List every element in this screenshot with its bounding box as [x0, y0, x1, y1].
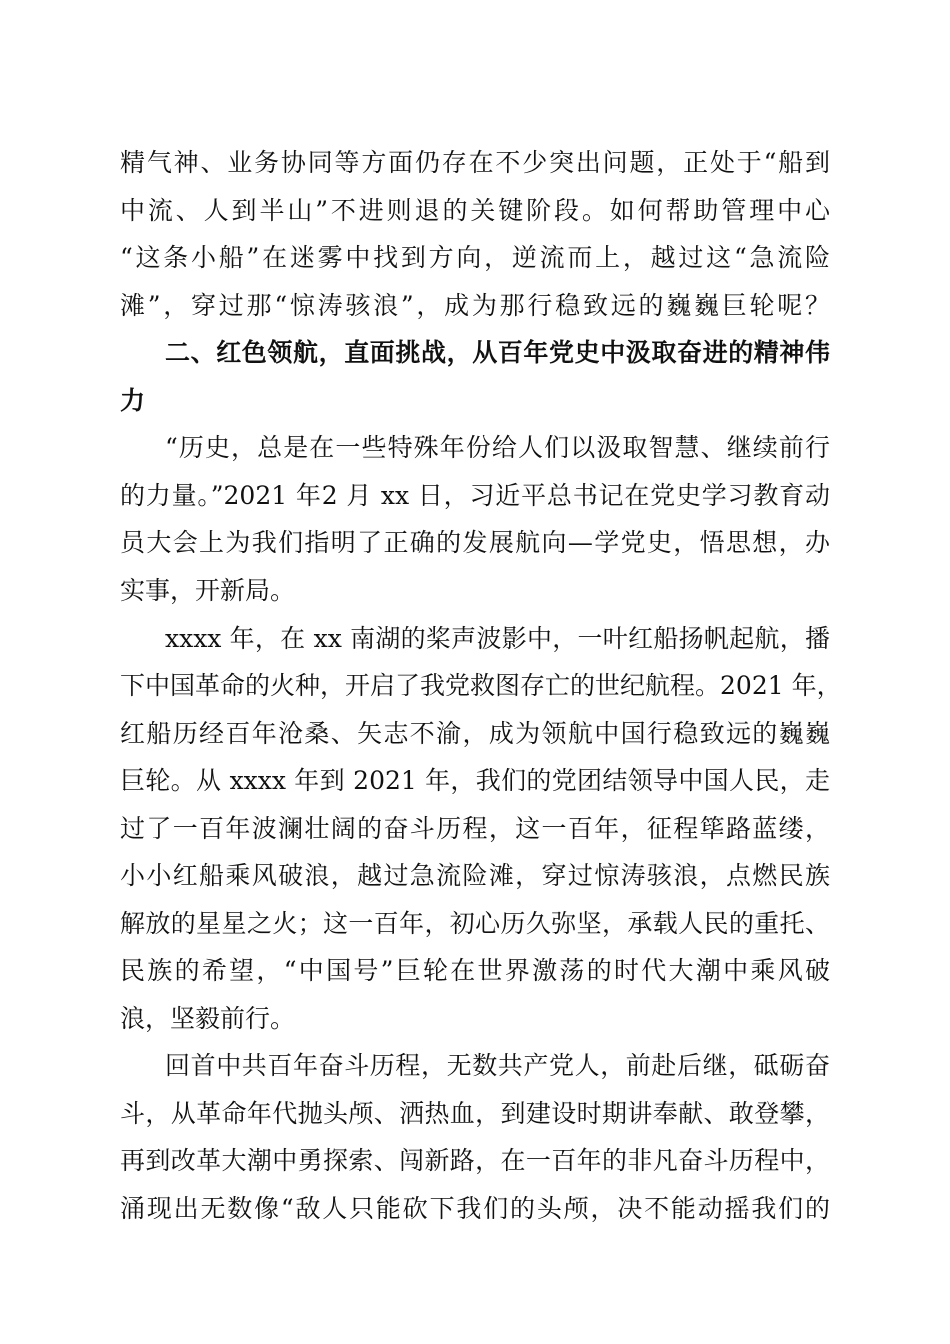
paragraph-line: 涌现出无数像“敌人只能砍下我们的头颅，决不能动摇我们的 — [120, 1194, 830, 1223]
paragraph-line: 小小红船乘风破浪，越过急流险滩，穿过惊涛骇浪，点燃民族 — [120, 861, 830, 890]
paragraph-line: 滩”，穿过那“惊涛骇浪”，成为那行稳致远的巍巍巨轮呢？ — [120, 291, 830, 320]
paragraph-line: 民族的希望，“中国号”巨轮在世界激荡的时代大潮中乘风破 — [120, 956, 830, 985]
paragraph-line: “历史，总是在一些特殊年份给人们以汲取智慧、继续前行 — [165, 433, 830, 462]
paragraph-line: 回首中共百年奋斗历程，无数共产党人，前赴后继，砥砺奋 — [165, 1051, 830, 1080]
paragraph-line: 解放的星星之火；这一百年，初心历久弥坚，承载人民的重托、 — [120, 909, 830, 938]
paragraph-line: 精气神、业务协同等方面仍存在不少突出问题，正处于“船到 — [120, 148, 830, 177]
paragraph-line: 的力量。”2021 年2 月 xx 日，习近平总书记在党史学习教育动 — [120, 481, 830, 510]
paragraph-line: 过了一百年波澜壮阔的奋斗历程，这一百年，征程筚路蓝缕， — [120, 814, 830, 843]
paragraph-line: 员大会上为我们指明了正确的发展航向—学党史，悟思想，办 — [120, 528, 830, 557]
paragraph-line: 再到改革大潮中勇探索、闯新路，在一百年的非凡奋斗历程中， — [120, 1146, 830, 1175]
paragraph-line: 实事，开新局。 — [120, 576, 296, 605]
paragraph-line: 中流、人到半山”不进则退的关键阶段。如何帮助管理中心 — [120, 196, 830, 225]
section-heading: 二、红色领航，直面挑战，从百年党史中汲取奋进的精神伟 — [165, 338, 830, 367]
paragraph-line: 浪，坚毅前行。 — [120, 1004, 296, 1033]
paragraph-line: “这条小船”在迷雾中找到方向，逆流而上，越过这“急流险 — [120, 243, 830, 272]
paragraph-line: 巨轮。从 xxxx 年到 2021 年，我们的党团结领导中国人民，走 — [120, 766, 830, 795]
paragraph-line: 斗，从革命年代抛头颅、洒热血，到建设时期讲奉献、敢登攀， — [120, 1099, 830, 1128]
paragraph-line: 红船历经百年沧桑、矢志不渝，成为领航中国行稳致远的巍巍 — [120, 719, 830, 748]
paragraph-line: 下中国革命的火种，开启了我党救图存亡的世纪航程。2021 年， — [120, 671, 842, 700]
paragraph-line: xxxx 年，在 xx 南湖的桨声波影中，一叶红船扬帆起航，播 — [165, 624, 830, 653]
section-heading: 力 — [120, 386, 146, 415]
